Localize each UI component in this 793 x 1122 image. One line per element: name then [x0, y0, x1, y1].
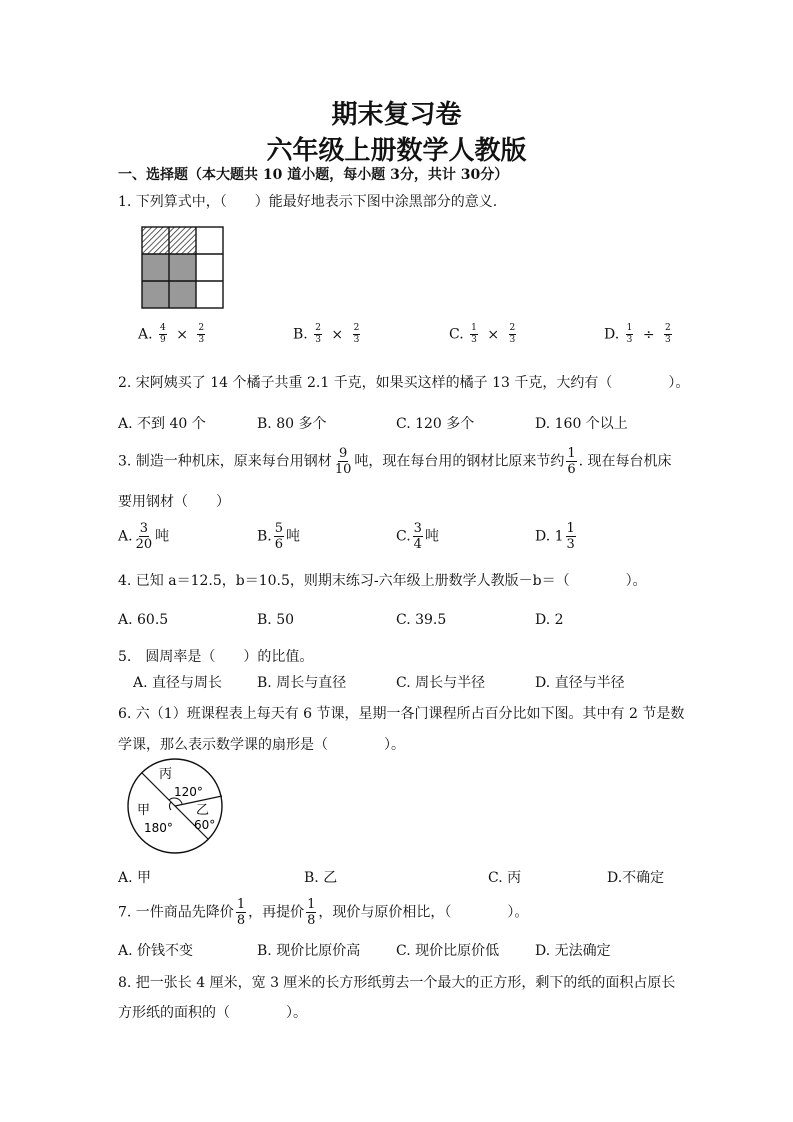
- question-4-text: 4. 已知 a＝12.5，b＝10.5，则期末练习-六年级上册数学人教版－b＝（ ）。: [118, 573, 647, 589]
- grid-cell-shaded: [169, 254, 196, 281]
- question-7-text: 7. 一件商品先降价 $\frac{1}{8}$ ，再提价 $\frac{1}{8}$ ，现价与原价相比，（ ）。: [118, 897, 529, 928]
- q4-option-d[interactable]: D. 2: [535, 612, 564, 628]
- q1-option-d[interactable]: D. $\frac{1}{3}$ ÷ $\frac{2}{3}$: [604, 323, 671, 345]
- q5-option-a[interactable]: A. 直径与周长: [133, 675, 223, 691]
- q4-option-a[interactable]: A. 60.5: [118, 612, 169, 628]
- question-2-text: 2. 宋阿姨买了 14 个橘子共重 2.1 千克，如果买这样的橘子 13 千克，大约有（ ）。: [118, 375, 690, 391]
- pie-label-jia: 甲: [137, 803, 151, 818]
- q7-option-d[interactable]: D. 无法确定: [535, 943, 611, 959]
- q2-option-c[interactable]: C. 120 多个: [396, 416, 475, 432]
- question-8-line1: 8. 把一张长 4 厘米，宽 3 厘米的长方形纸剪去一个最大的正方形，剩下的纸的面积占原长: [118, 975, 676, 991]
- q7-option-a[interactable]: A. 价钱不变: [118, 943, 194, 959]
- q2-option-d[interactable]: D. 160 个以上: [535, 416, 628, 432]
- q4-option-b[interactable]: B. 50: [257, 612, 295, 628]
- question-6-line1: 6. 六（1）班课程表上每天有 6 节课，星期一各门课程所占百分比如下图。其中有 2 节是数: [118, 706, 685, 722]
- question-3-line2: 要用钢材（ ）: [118, 494, 230, 510]
- q2-option-b[interactable]: B. 80 多个: [257, 416, 327, 432]
- question-1-text: 1. 下列算式中，（ ）能最好地表示下图中涂黑部分的意义.: [118, 194, 498, 210]
- q5-option-b[interactable]: B. 周长与直径: [257, 675, 347, 691]
- q6-option-b[interactable]: B. 乙: [304, 870, 338, 886]
- q3-option-c[interactable]: C. $\frac{3}{4}$ 吨: [396, 521, 439, 552]
- q7-option-b[interactable]: B. 现价比原价高: [257, 943, 361, 959]
- grid-cell-shaded: [169, 281, 196, 308]
- pie-angle-bing: 120°: [174, 785, 203, 799]
- q3-option-b[interactable]: B. $\frac{5}{6}$ 吨: [257, 521, 301, 552]
- q4-option-c[interactable]: C. 39.5: [396, 612, 447, 628]
- q5-option-c[interactable]: C. 周长与半径: [396, 675, 486, 691]
- q3-option-d[interactable]: D. 1 $\frac{1}{3}$: [535, 521, 575, 552]
- pie-label-bing: 丙: [159, 767, 173, 782]
- pie-figure: [122, 758, 228, 854]
- pie-label-yi: 乙: [196, 803, 210, 818]
- page-title: 期末复习卷: [331, 100, 462, 130]
- q7-option-c[interactable]: C. 现价比原价低: [396, 943, 500, 959]
- q2-option-a[interactable]: A. 不到 40 个: [118, 416, 206, 432]
- pie-angle-yi: 60°: [194, 818, 216, 832]
- question-5-text: 5. 圆周率是（ ）的比值。: [118, 649, 314, 665]
- question-8-line2: 方形纸的面积的（ ）。: [118, 1005, 307, 1021]
- q6-option-c[interactable]: C. 丙: [488, 870, 522, 886]
- grid-figure: [141, 226, 225, 309]
- grid-cell-hatched: [169, 227, 196, 254]
- grid-cell-shaded: [142, 281, 169, 308]
- q3-option-a[interactable]: A. $\frac{3}{20}$ 吨: [118, 521, 170, 552]
- question-3-text: 3. 制造一种机床，原来每台用钢材 $\frac{9}{10}$ 吨，现在每台用的钢材比原来节约 $\frac{1}{6}$ . 现在每台机床: [118, 446, 672, 477]
- grid-cell-hatched: [142, 227, 169, 254]
- question-6-line2: 学课，那么表示数学课的扇形是（ ）。: [118, 737, 405, 753]
- q1-option-a[interactable]: A. $\frac{4}{9}$ × $\frac{2}{3}$: [138, 323, 205, 345]
- q6-option-a[interactable]: A. 甲: [118, 870, 152, 886]
- page-subtitle: 六年级上册数学人教版: [266, 136, 527, 166]
- pie-angle-jia: 180°: [144, 821, 173, 835]
- q1-option-b[interactable]: B. $\frac{2}{3}$ × $\frac{2}{3}$: [293, 323, 360, 345]
- q1-option-c[interactable]: C. $\frac{1}{3}$ × $\frac{2}{3}$: [449, 323, 516, 345]
- grid-cell-shaded: [142, 254, 169, 281]
- q6-option-d[interactable]: D.不确定: [607, 870, 665, 886]
- section-heading: 一、选择题（本大题共 10 道小题，每小题 3分，共计 30分）: [118, 167, 509, 183]
- q5-option-d[interactable]: D. 直径与半径: [535, 675, 625, 691]
